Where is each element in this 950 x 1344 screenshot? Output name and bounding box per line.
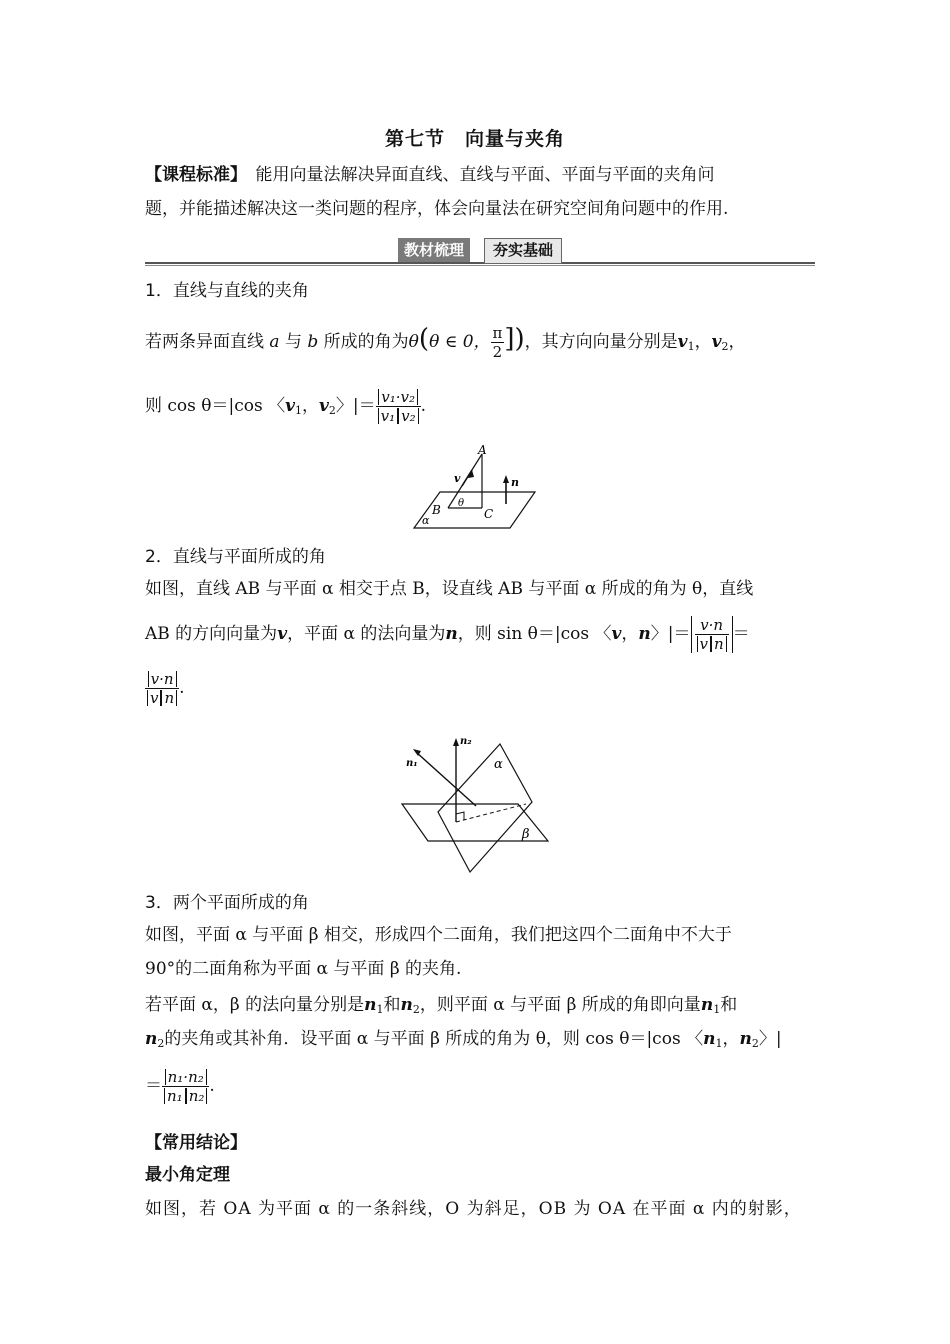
vec-n2: n [739, 1029, 752, 1049]
text: ＝ [145, 1076, 162, 1096]
sin-fraction-2 [145, 670, 179, 707]
vec-v1: v [677, 332, 688, 352]
vec-n1: n [703, 1029, 716, 1049]
vec-v: v [611, 624, 622, 644]
text: ， [694, 332, 712, 352]
vector-v [462, 470, 472, 486]
plane-alpha-shape [438, 744, 532, 872]
text: 〉|＝ [650, 624, 691, 644]
vec-v1: v [285, 396, 296, 416]
text: ，平面 α 的法向量为 [287, 624, 446, 644]
cos-planes-fraction [162, 1068, 209, 1105]
cos-formula-fraction [376, 388, 421, 425]
frac-num: π [492, 324, 503, 342]
label-A: A [478, 443, 487, 457]
section-2-line-2 [145, 616, 810, 653]
right-angle-mark [456, 812, 464, 820]
label-n1: n₁ [406, 758, 418, 769]
text: 和 [720, 995, 738, 1015]
sub: 2 [412, 1003, 420, 1016]
section-3-line-4 [145, 1022, 810, 1061]
course-standard-text-2: 题，并能描述解决这一类问题的程序，体会向量法在研究空间角问题中的作用. [145, 199, 729, 219]
abs-num: v·n [148, 671, 177, 687]
vec-v2: v [319, 396, 329, 416]
banner-rule-thin [145, 265, 815, 266]
text: . [179, 678, 185, 698]
sub: 1 [715, 1037, 723, 1050]
sub: 2 [751, 1037, 759, 1050]
vector-n1 [416, 752, 476, 806]
intersection-line [456, 804, 526, 822]
section-1-line-2 [145, 388, 810, 428]
abs-n: n [711, 636, 727, 652]
label-alpha: α [494, 757, 503, 772]
banner-rule [145, 262, 815, 264]
text: ，其方向向量分别是 [524, 332, 678, 352]
abs-n: n [161, 690, 177, 706]
sub: 1 [687, 340, 695, 353]
section-3-line-5 [145, 1068, 810, 1105]
abs-fraction [691, 616, 733, 653]
figure-two-planes [398, 730, 553, 878]
var-b: b [307, 332, 319, 352]
conclusion-label: 【常用结论】 [145, 1133, 247, 1153]
frac-den [695, 635, 729, 653]
label-v: v [454, 472, 461, 485]
vec-v: v [277, 624, 288, 644]
sub: 2 [721, 340, 729, 353]
text: 的夹角或其补角．设平面 α 与平面 β 所成的角为 θ，则 cos θ＝|cos 〈 [164, 1029, 704, 1049]
pi-over-2 [491, 324, 505, 361]
text: . [420, 396, 427, 416]
banner-tab-textbook: 教材梳理 [398, 238, 470, 262]
frac-den [145, 689, 179, 707]
section-1-heading: 1．直线与直线的夹角 [145, 281, 309, 301]
text: ＝ [732, 624, 750, 644]
text: 与 [284, 332, 302, 352]
page-title: 第七节 向量与夹角 [384, 128, 565, 150]
text: AB 的方向向量为 [145, 624, 278, 644]
abs-n1: n₁ [164, 1088, 186, 1104]
vector-n-arrowhead [503, 475, 509, 483]
var-a: a [269, 332, 280, 352]
section-2-line-3 [145, 670, 810, 707]
text: ， [722, 1029, 740, 1049]
abs-n2: n₂ [186, 1088, 208, 1104]
section-3-heading: 3．两个平面所成的角 [145, 893, 309, 913]
label-beta: β [522, 827, 530, 842]
vec-n2: n [145, 1029, 158, 1049]
vec-n1: n [364, 995, 377, 1015]
sub: 1 [376, 1003, 384, 1016]
text: ， [302, 396, 320, 416]
frac-num [376, 388, 421, 407]
interval-start: θ ∈ 0， [429, 332, 491, 352]
section-3-line-1: 如图，平面 α 与平面 β 相交，形成四个二面角，我们把这四个二面角中不大于 [145, 925, 732, 945]
frac-den: 2 [492, 343, 503, 361]
text: 若两条异面直线 [145, 332, 264, 352]
sub: 1 [713, 1003, 721, 1016]
sub: 1 [295, 404, 303, 417]
vec-v2: v [711, 332, 722, 352]
sin-fraction [695, 616, 729, 653]
var-theta: θ [408, 332, 419, 352]
text: 和 [383, 995, 401, 1015]
text: 若平面 α，β 的法向量分别是 [145, 995, 365, 1015]
conclusion-subheading: 最小角定理 [145, 1165, 230, 1185]
text: . [209, 1076, 215, 1096]
label-C: C [484, 507, 494, 521]
num-n2: n₂ [188, 1068, 204, 1086]
frac-num: v·n [695, 616, 729, 635]
course-standard-text-1: 能用向量法解决异面直线、直线与平面、平面与平面的夹角问 [238, 165, 715, 185]
section-1-line-1: 若两条异面直线 a 与 b 所成的角为θ(θ ∈ 0， $\frac{\pi}{2}$ ])，其方向向量分别是$v_1$，$v_2$， [145, 324, 746, 361]
label-n: n [511, 476, 519, 489]
abs-v: v [147, 690, 161, 706]
text: ，则 sin θ＝|cos 〈 [457, 624, 612, 644]
text: 所成的角为 [323, 332, 409, 352]
section-2-line-1: 如图，直线 AB 与平面 α 相交于点 B，设直线 AB 与平面 α 所成的角为 θ，直线 [145, 579, 754, 599]
vec-n: n [445, 624, 458, 644]
frac-num [162, 1068, 209, 1087]
section-banner [145, 236, 815, 266]
section-3-line-2: 90°的二面角称为平面 α 与平面 β 的夹角. [145, 959, 462, 979]
text: ， [621, 624, 639, 644]
num-n1: n₁ [167, 1068, 184, 1086]
frac-num [145, 670, 179, 689]
vec-n1: n [700, 995, 714, 1015]
label-theta: θ [458, 498, 465, 509]
conclusion-line-1: 如图，若 OA 为平面 α 的一条斜线，O 为斜足，OB 为 OA 在平面 α 内的射影， [145, 1199, 802, 1219]
label-alpha: α [422, 514, 430, 527]
vec-n: n [638, 624, 651, 644]
label-B: B [432, 503, 441, 517]
frac-den [162, 1087, 209, 1105]
sub: 2 [328, 404, 336, 417]
abs-den-2: v₂ [398, 408, 419, 424]
banner-tab-foundation: 夯实基础 [484, 238, 562, 264]
label-n2: n₂ [460, 736, 472, 747]
abs-num: v₁·v₂ [378, 389, 418, 405]
abs-den-1: v₁ [378, 408, 399, 424]
figure-line-plane [410, 442, 540, 532]
abs-v: v [697, 636, 711, 652]
section-2-heading: 2．直线与平面所成的角 [145, 547, 326, 567]
frac-den [376, 407, 421, 425]
text: 〉|＝ [335, 396, 376, 416]
vector-n2-arrowhead [453, 738, 459, 746]
text: 〉| [758, 1029, 782, 1049]
course-standard [145, 158, 810, 226]
vec-n2: n [400, 995, 413, 1015]
course-standard-label: 【课程标准】 [145, 165, 239, 185]
text: 则 cos θ＝|cos 〈 [145, 396, 286, 416]
text: ， [728, 332, 746, 352]
abs-num: n₁·n₂ [165, 1069, 207, 1085]
text: ，则平面 α 与平面 β 所成的角即向量 [419, 995, 701, 1015]
sub: 2 [157, 1037, 165, 1050]
